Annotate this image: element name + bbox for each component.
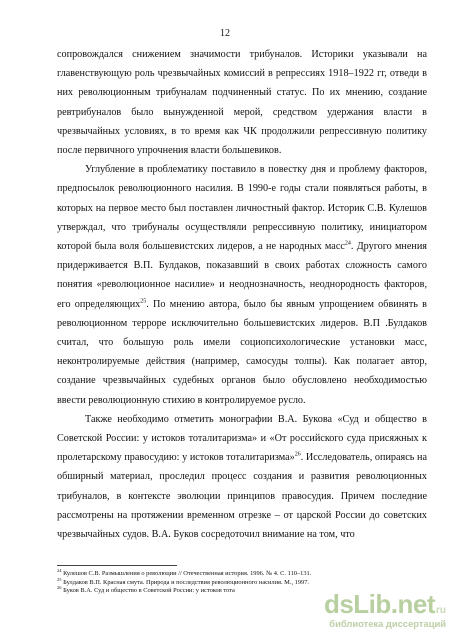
paragraph-text: . По мнению автора, было бы явным упрощением обвинять в революционном терроре исключительно большевистских лидеров. В.П .Булдаков считал, что большую роль имели социопсихологические установки масс, неконтролируемые действия (например, самосуды толпы). Как полагает автор, создание чрезвычайных судебных органов было обусловлено необходимостью ввести революционную стихию в контролируемое русло.: [57, 298, 427, 406]
watermark-tagline: библиотека диссертаций: [329, 618, 446, 629]
body-text: [57, 45, 427, 544]
footnote-number: 26: [57, 585, 62, 591]
paragraph-text: . Исследователь, опираясь на обширный материал, проследил процесс создания и развития революционных трибуналов, в контексте эволюции принципов правосудия. Причем последние рассмотрены на протяжении временном отрезке – от царской России до советских чрезвычайных судов. В.А. Буков сосредоточил внимание на том, что: [57, 452, 427, 541]
footnote-text: Буков В.А. Суд и общество в Советской России: у истоков тота: [61, 587, 235, 595]
footnote-number: 25: [57, 576, 62, 582]
watermark-logo: dsLib.net: [323, 589, 435, 619]
paragraph: [57, 45, 427, 160]
footnote-divider: [57, 565, 177, 566]
dslib-watermark: [318, 589, 446, 634]
footnote-ref: 25: [140, 298, 147, 305]
paragraph: [57, 410, 427, 544]
footnote-text: Кулешов С.В. Размышления о революции // Отечественная история. 1996. № 4. С. 110–131.: [61, 570, 312, 577]
paragraph-text: Углубление в проблематику поставило в повестку дня и проблему факторов, предпосылок революционного насилия. В 1990-е годы стали появляться работы, в которых на первое место был поставлен личностный фактор. Историк С.В. Кулешов утверждал, что трибуналы осуществляли репрессивную политику, инициатором которой была воля большевистских лидеров, а не народных масс: [57, 164, 427, 253]
watermark-logo-row: [318, 589, 446, 620]
paragraph-text: сопровождался снижением значимости трибуналов. Историки указывали на главенствующую роль чрезвычайных комиссий в репрессиях 1918–1922 гг, отведи в них революционным трибуналам подчиненный статус. По их мнению, создание ревтрибуналов было вынужденной мерой, средством удержания власти в чрезвычайных условиях, в то время как ЧК продолжили репрессивную политику после первичного упрочнения власти большевиков.: [57, 49, 427, 157]
paragraph-text: Также необходимо отметить монографии В.А. Букова «Суд и общество в Советской России: у истоков тоталитаризма» и «От российского суда присяжных к пролетарскому правосудию: у истоков тоталитаризма»: [57, 413, 427, 464]
footnote-number: 24: [57, 567, 62, 573]
footnote-ref: 24: [344, 240, 351, 247]
footnote-ref: 26: [294, 451, 301, 458]
footnote-text: Булдаков В.П. Красная смута. Природа и последствия революционного насилия. М., 1997.: [61, 578, 310, 586]
watermark-domain: ru: [436, 605, 446, 616]
paragraph: Углубление в проблематику поставило в повестку дня и проблему факторов, предпосылок революционного насилия. В 1990-е годы стали появляться работы, в которых на первое место был поставлен личностный фактор. Историк С.В. Кулешов утверждал, что трибуналы осуществляли репрессивную политику, инициатором которой была воля большевистских лидеров, а не народных масс$^{24}$. Другого мнения придерживается В.П. Булдаков, показавший в своих работах сложность самого понятия «революционное насилие» и неоднозначность, неоднородность факторов, его определяющих$^{25}$. По мнению автора, было бы явным упрощением обвинять в революционном терроре исключительно большевистских лидеров. В.П .Булдаков считал, что большую роль имели социопсихологические установки масс, неконтролируемые действия (например, самосуды толпы). Как полагает автор, создание чрезвычайных судебных органов было обусловлено необходимостью ввести революционную стихию в контролируемое русло.: [57, 164, 427, 406]
page-number: 12: [220, 28, 230, 39]
paragraph-text: Другого мнения придерживается В.П. Булдаков, показавший в своих работах сложность самого понятия «революционное насилие» и неоднозначность, неоднородность факторов, его определяющих: [57, 241, 427, 310]
